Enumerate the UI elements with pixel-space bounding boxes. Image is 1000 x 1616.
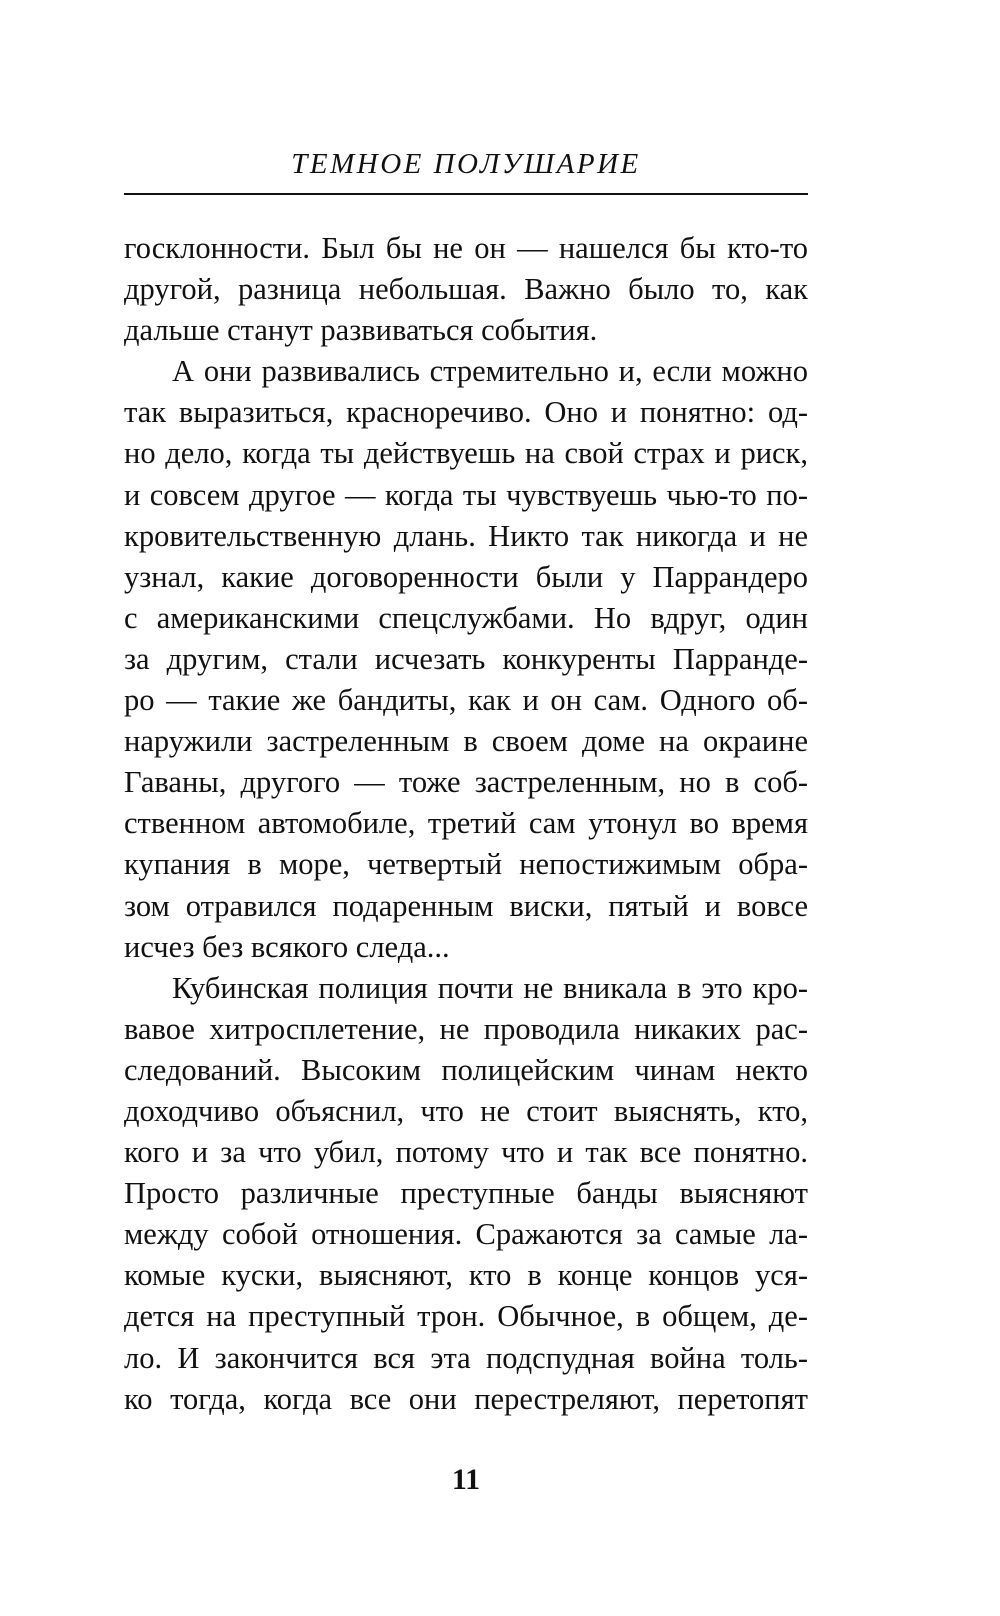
running-head: ТЕМНОЕ ПОЛУШАРИЕ (291, 148, 641, 180)
text-line: дется на преступный трон. Обычное, в общем, де- (124, 1299, 808, 1334)
header-rule (124, 193, 808, 195)
body-text (124, 228, 808, 1420)
text-line: следований. Высоким полицейским чинам некто (124, 1052, 808, 1087)
text-line: А они развивались стремительно и, если можно (172, 354, 808, 389)
text-line: кого и за что убил, потому что и так все понятно. (124, 1135, 808, 1170)
text-line: Просто различные преступные банды выясняют (124, 1176, 808, 1211)
text-line: Гаваны, другого — тоже застреленным, но в соб- (124, 765, 808, 800)
text-line: узнал, какие договоренности были у Паррандеро (124, 559, 808, 594)
text-line: ственном автомобиле, третий сам утонул во время (124, 806, 808, 841)
text-line: ро — такие же бандиты, как и он сам. Одного об- (124, 683, 808, 718)
text-line: комые куски, выясняют, кто в конце концов уся- (124, 1258, 808, 1293)
text-line: и совсем другое — когда ты чувствуешь чью-то по- (124, 477, 808, 512)
text-line: с американскими спецслужбами. Но вдруг, один (124, 600, 808, 635)
text-line: наружили застреленным в своем доме на окраине (124, 724, 808, 759)
text-line: зом отравился подаренным виски, пятый и вовсе (124, 888, 808, 923)
page-number: 11 (451, 1463, 481, 1496)
text-line: госклонности. Был бы не он — нашелся бы кто-то (124, 231, 808, 265)
text-line: так выразиться, красноречиво. Оно и понятно: од- (124, 395, 808, 430)
text-line: ко тогда, когда все они перестреляют, перетопят (124, 1381, 808, 1416)
text-line: за другим, стали исчезать конкуренты Парранде- (124, 641, 808, 676)
text-line: кровительственную длань. Никто так никогда и не (124, 518, 808, 553)
text-line: купания в море, четвертый непостижимым обра- (124, 847, 808, 882)
text-line: но дело, когда ты действуешь на свой страх и риск, (124, 436, 808, 471)
text-line: между собой отношения. Сражаются за самые ла- (124, 1217, 808, 1252)
text-line: исчез без всякого следа... (124, 929, 450, 964)
text-line: Кубинская полиция почти не вникала в это кро- (172, 970, 808, 1005)
text-line: ло. И закончится вся эта подспудная война толь- (124, 1340, 808, 1375)
text-line: другой, разница небольшая. Важно было то, как (124, 272, 808, 307)
text-line: доходчиво объяснил, что не стоит выяснять, кто, (124, 1093, 808, 1128)
text-line: дальше станут развиваться события. (124, 313, 598, 348)
text-line: вавое хитросплетение, не проводила никаких рас- (124, 1011, 808, 1046)
